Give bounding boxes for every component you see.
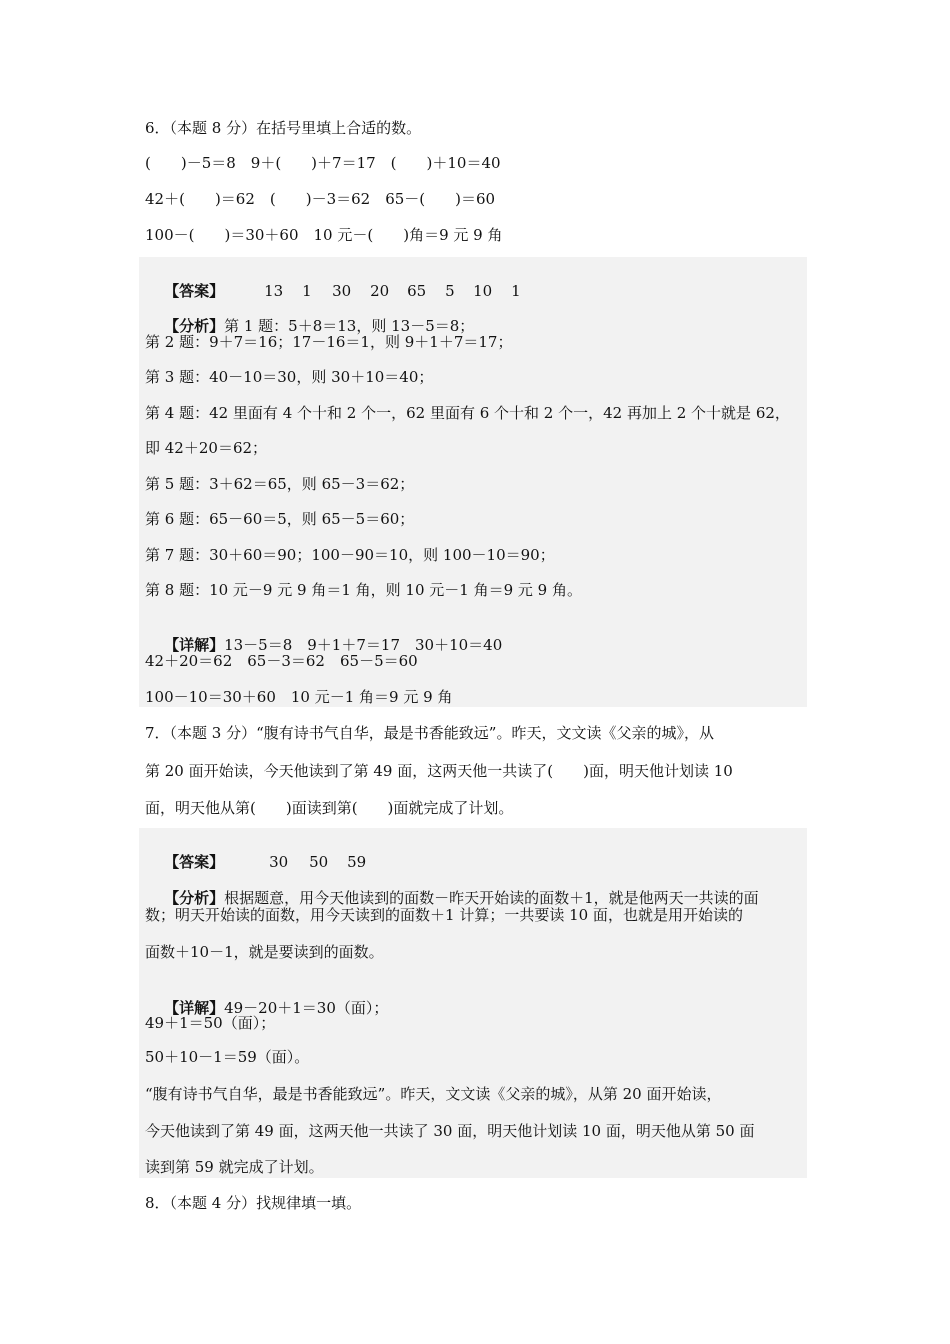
q6-answer-value: 5 <box>445 282 455 300</box>
q6-analysis-line: 即 42＋20＝62； <box>145 439 268 457</box>
q6-answer-value: 65 <box>407 282 427 300</box>
q6-analysis-label: 【分析】 <box>164 317 225 335</box>
q6-analysis-line: 第 2 题：9＋7＝16；17－16＝1，则 9＋1＋7＝17； <box>145 333 513 351</box>
q7-analysis-line: 数；明天开始读的面数，用今天读到的面数＋1 计算；一共要读 10 面，也就是用开始读的 <box>145 906 743 924</box>
q6-analysis-line: 第 3 题：40－10＝30，则 30＋10＝40； <box>145 368 434 386</box>
q6-analysis-line: 第 7 题：30＋60＝90；100－90＝10，则 100－10＝90； <box>145 546 555 564</box>
q7-analysis-label: 【分析】 <box>164 889 225 907</box>
q6-detail-line: 42＋20＝62 65－3＝62 65－5＝60 <box>145 652 418 670</box>
q7-answer-value: 59 <box>347 853 367 871</box>
q7-analysis-line: 面数＋10－1，就是要读到的面数。 <box>145 943 384 961</box>
q7-detail-line: “腹有诗书气自华，最是书香能致远”。昨天，文文读《父亲的城》，从第 20 面开始读， <box>145 1085 722 1103</box>
q7-header-line: 面，明天他从第( )面读到第( )面就完成了计划。 <box>145 799 514 817</box>
q7-answer-value: 50 <box>309 853 329 871</box>
q6-answer-label: 【答案】 <box>164 282 225 300</box>
q6-answer-value: 1 <box>511 282 521 300</box>
q6-answer-value: 10 <box>473 282 493 300</box>
q7-answer-label: 【答案】 <box>164 853 225 871</box>
q7-answer-value: 30 <box>269 853 289 871</box>
q6-row-3: 100－( )＝30＋60 10 元－( )角＝9 元 9 角 <box>145 226 503 244</box>
q6-analysis-line: 第 8 题：10 元－9 元 9 角＝1 角，则 10 元－1 角＝9 元 9 角。 <box>145 581 582 599</box>
q6-detail-text: 13－5＝8 9＋1＋7＝17 30＋10＝40 <box>224 636 503 654</box>
q7-detail-line: 49＋1＝50（面）； <box>145 1014 276 1032</box>
q6-answer-value: 1 <box>302 282 312 300</box>
q7-header-line: 第 20 面开始读，今天他读到了第 49 面，这两天他一共读了( )面，明天他计划读 10 <box>145 762 733 780</box>
q6-header: 6．（本题 8 分）在括号里填上合适的数。 <box>145 119 422 137</box>
q6-analysis-text: 第 1 题：5＋8＝13，则 13－5＝8； <box>224 317 475 335</box>
q6-analysis-line: 第 4 题：42 里面有 4 个十和 2 个一，62 里面有 6 个十和 2 个一，42 再加上 2 个十就是 62， <box>145 404 790 422</box>
q7-detail-line: 50＋10－1＝59（面）。 <box>145 1048 310 1066</box>
q8-header: 8．（本题 4 分）找规律填一填。 <box>145 1194 362 1212</box>
q6-detail-line: 100－10＝30＋60 10 元－1 角＝9 元 9 角 <box>145 688 453 706</box>
q6-row-1: ( )－5＝8 9＋( )＋7＝17 ( )＋10＝40 <box>145 154 501 172</box>
q6-answer-value: 20 <box>370 282 390 300</box>
q6-detail-label: 【详解】 <box>164 636 225 654</box>
q7-detail-line: 今天他读到了第 49 面，这两天他一共读了 30 面，明天他计划读 10 面，明天他从第 50 面 <box>145 1122 755 1140</box>
q6-answer-value: 30 <box>332 282 352 300</box>
q7-header-line: 7．（本题 3 分）“腹有诗书气自华，最是书香能致远”。昨天，文文读《父亲的城》，从 <box>145 724 714 742</box>
q7-detail-text: 49－20＋1＝30（面）； <box>224 999 389 1017</box>
q6-row-2: 42＋( )＝62 ( )－3＝62 65－( )＝60 <box>145 190 496 208</box>
q7-detail-line: 读到第 59 就完成了计划。 <box>145 1158 324 1176</box>
q7-analysis-text: 根据题意，用今天他读到的面数－昨天开始读的面数＋1，就是他两天一共读的面 <box>224 889 759 907</box>
q7-detail-label: 【详解】 <box>164 999 225 1017</box>
q6-analysis-line: 第 5 题：3＋62＝65，则 65－3＝62； <box>145 475 415 493</box>
q6-analysis-line: 第 6 题：65－60＝5，则 65－5＝60； <box>145 510 415 528</box>
q6-answer-value: 13 <box>264 282 284 300</box>
